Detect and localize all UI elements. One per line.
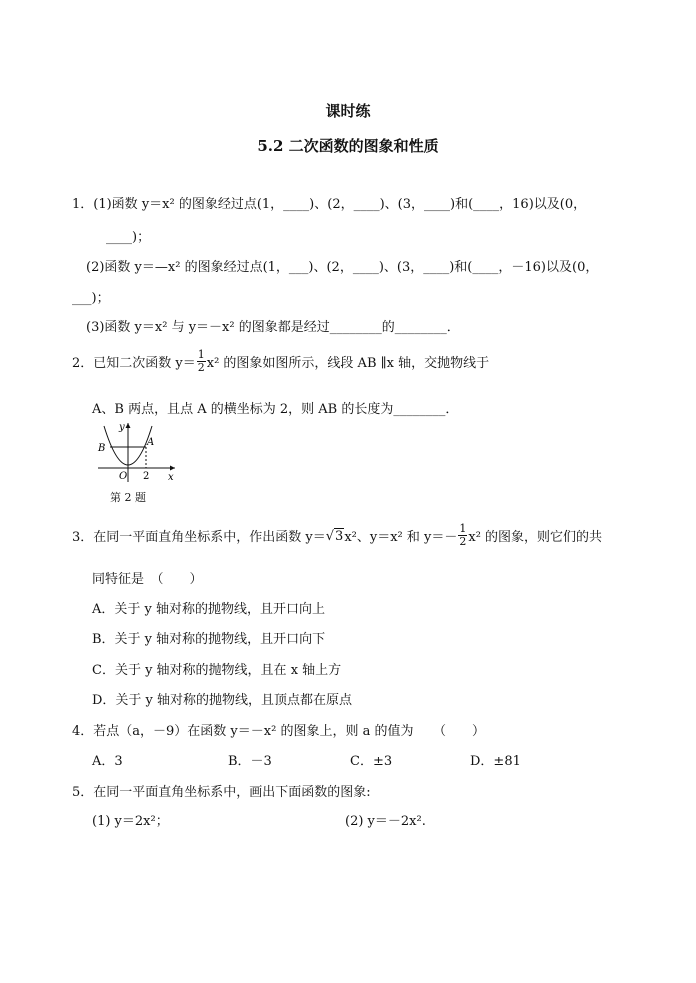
q3-fraction [458, 523, 467, 548]
q1-line-3: (2)函数 y＝—x² 的图象经过点(1，___)、(2，____)、(3，____)和(____，－16)以及(0， [86, 260, 599, 275]
q2-figure-caption: 第 2 题 [110, 491, 146, 504]
q4-option-c: C．±3 [350, 754, 393, 769]
fig-y-label: y [119, 422, 125, 433]
q2-frac-num: 1 [197, 348, 205, 361]
q2-frac-den: 2 [197, 361, 205, 374]
q4-option-a: A．3 [92, 754, 123, 769]
fig-x-label: x [168, 472, 174, 483]
q4-option-b: B．－3 [228, 754, 272, 769]
fig-a-label: A [147, 437, 155, 448]
q3-text-post: x² 的图象，则它们的共 [468, 530, 603, 545]
q4-option-d: D．±81 [470, 754, 521, 769]
q1-line-2: ____)； [106, 230, 151, 245]
page-title: 课时练 [325, 102, 371, 120]
q2-text-pre: 2．已知二次函数 y＝ [72, 356, 196, 371]
fig-2-label: 2 [143, 471, 150, 482]
q3-line-1 [72, 523, 602, 548]
q1-line-1: 1．(1)函数 y＝x² 的图象经过点(1，____)、(2，____)、(3，____)和(____，16)以及(0， [72, 197, 587, 212]
q3-line-2: 同特征是 （ ） [92, 572, 203, 587]
q3-option-a: A．关于 y 轴对称的抛物线，且开口向上 [92, 602, 325, 617]
sqrt-icon: √ [325, 528, 335, 544]
q3-option-d: D．关于 y 轴对称的抛物线，且顶点都在原点 [92, 693, 353, 708]
q5-part-1: (1) y＝2x²； [92, 814, 169, 829]
q2-text-post: x² 的图象如图所示，线段 AB ∥x 轴，交抛物线于 [206, 356, 490, 371]
q3-text-pre: 3．在同一平面直角坐标系中，作出函数 y＝ [72, 530, 326, 545]
fig-o-label: O [119, 471, 128, 482]
q3-frac-den: 2 [459, 535, 467, 548]
q5-part-2: (2) y＝－2x². [345, 814, 426, 829]
q3-sqrt [326, 528, 345, 544]
q1-line-5: (3)函数 y＝x² 与 y＝－x² 的图象都是经过________的________． [86, 320, 460, 335]
fig-b-label: B [98, 443, 106, 454]
q3-option-b: B．关于 y 轴对称的抛物线，且开口向下 [92, 632, 326, 647]
q3-frac-num: 1 [459, 522, 467, 535]
q3-text-mid: x²、y＝x² 和 y＝－ [344, 530, 458, 545]
q2-fraction [197, 349, 206, 374]
x-axis-arrow [170, 466, 175, 471]
page-subtitle: 5.2 二次函数的图象和性质 [257, 137, 439, 155]
q1-line-4: ___)； [72, 291, 110, 306]
q3-option-c: C．关于 y 轴对称的抛物线，且在 x 轴上方 [92, 663, 342, 678]
q3-sqrt-value: 3 [335, 528, 344, 544]
q2-line-2: A、B 两点，且点 A 的横坐标为 2，则 AB 的长度为________． [92, 402, 459, 417]
q2-figure [95, 420, 180, 485]
q5-line-1: 5．在同一平面直角坐标系中，画出下面函数的图象: [72, 785, 371, 800]
q2-line-1 [72, 349, 489, 374]
q4-line-1: 4．若点（a，－9）在函数 y＝－x² 的图象上，则 a 的值为 （ ） [72, 724, 485, 739]
y-axis-arrow [126, 423, 131, 428]
